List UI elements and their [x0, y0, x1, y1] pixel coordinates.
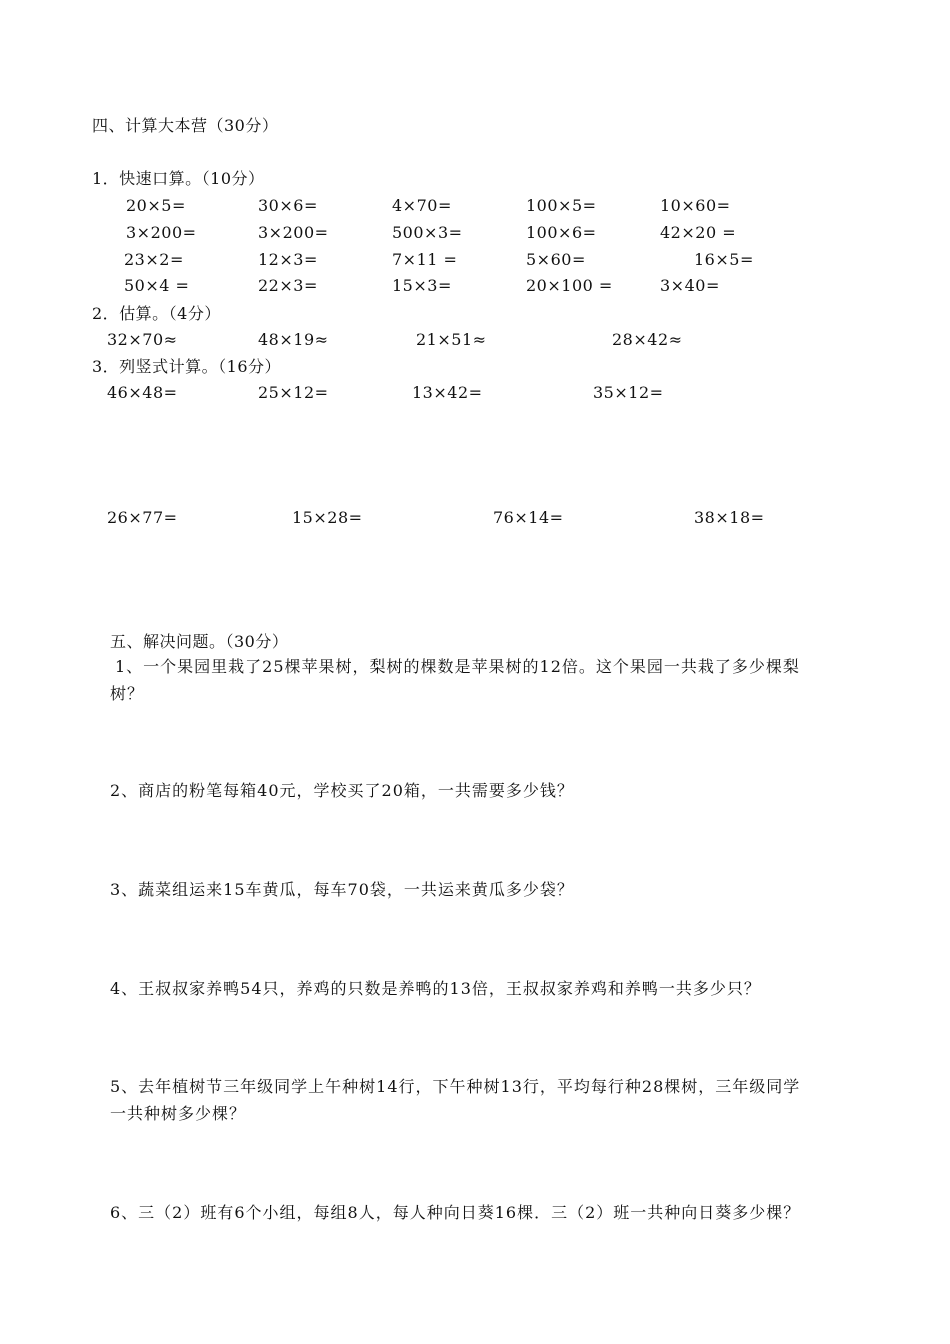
problem-5-line-2: 一共种树多少棵？	[110, 1104, 247, 1123]
estimate-item: 32×70≈	[107, 330, 178, 349]
oral-calc-item: 100×6=	[526, 223, 597, 242]
oral-calc-item: 10×60=	[660, 196, 731, 215]
vertical-calc-item: 46×48=	[107, 383, 178, 402]
section-4-title: 四、计算大本营（30分）	[92, 116, 279, 135]
oral-calc-item: 3×200=	[126, 223, 197, 242]
estimate-item: 21×51≈	[416, 330, 487, 349]
estimate-item: 48×19≈	[258, 330, 329, 349]
part-3-label: 3．列竖式计算。（16分）	[92, 357, 282, 376]
oral-calc-item: 4×70=	[392, 196, 452, 215]
problem-3: 3、蔬菜组运来15车黄瓜，每车70袋，一共运来黄瓜多少袋？	[110, 880, 574, 899]
vertical-calc-item: 35×12=	[593, 383, 664, 402]
oral-calc-item: 30×6=	[258, 196, 318, 215]
problem-6: 6、三（2）班有6个小组，每组8人，每人种向日葵16棵．三（2）班一共种向日葵多少棵？	[110, 1203, 801, 1222]
oral-calc-item: 100×5=	[526, 196, 597, 215]
oral-calc-item: 3×200=	[258, 223, 329, 242]
part-1-label: 1．快速口算。（10分）	[92, 169, 265, 188]
vertical-calc-item: 15×28=	[292, 508, 363, 527]
oral-calc-item: 500×3=	[392, 223, 463, 242]
oral-calc-item: 5×60=	[526, 250, 586, 269]
estimate-item: 28×42≈	[612, 330, 683, 349]
oral-calc-item: 16×5=	[694, 250, 754, 269]
problem-5-line-1: 5、去年植树节三年级同学上午种树14行，下午种树13行，平均每行种28棵树，三年级同学	[110, 1077, 801, 1096]
problem-1-line-1: 1、一个果园里栽了25棵苹果树，梨树的棵数是苹果树的12倍。这个果园一共栽了多少棵梨	[115, 657, 800, 676]
oral-calc-item: 20×100 =	[526, 276, 613, 295]
oral-calc-item: 3×40=	[660, 276, 720, 295]
oral-calc-item: 42×20 =	[660, 223, 737, 242]
vertical-calc-item: 76×14=	[493, 508, 564, 527]
oral-calc-item: 20×5=	[126, 196, 186, 215]
vertical-calc-item: 25×12=	[258, 383, 329, 402]
problem-4: 4、王叔叔家养鸭54只，养鸡的只数是养鸭的13倍，王叔叔家养鸡和养鸭一共多少只？	[110, 979, 761, 998]
section-5-title: 五、解决问题。（30分）	[110, 632, 289, 651]
oral-calc-item: 22×3=	[258, 276, 318, 295]
oral-calc-item: 23×2=	[124, 250, 184, 269]
oral-calc-item: 12×3=	[258, 250, 318, 269]
oral-calc-item: 15×3=	[392, 276, 452, 295]
oral-calc-item: 7×11 =	[392, 250, 458, 269]
oral-calc-item: 50×4 =	[124, 276, 190, 295]
vertical-calc-item: 13×42=	[412, 383, 483, 402]
problem-2: 2、商店的粉笔每箱40元，学校买了20箱，一共需要多少钱？	[110, 781, 574, 800]
problem-1-line-2: 树？	[110, 684, 145, 703]
vertical-calc-item: 26×77=	[107, 508, 178, 527]
vertical-calc-item: 38×18=	[694, 508, 765, 527]
part-2-label: 2．估算。（4分）	[92, 304, 221, 323]
